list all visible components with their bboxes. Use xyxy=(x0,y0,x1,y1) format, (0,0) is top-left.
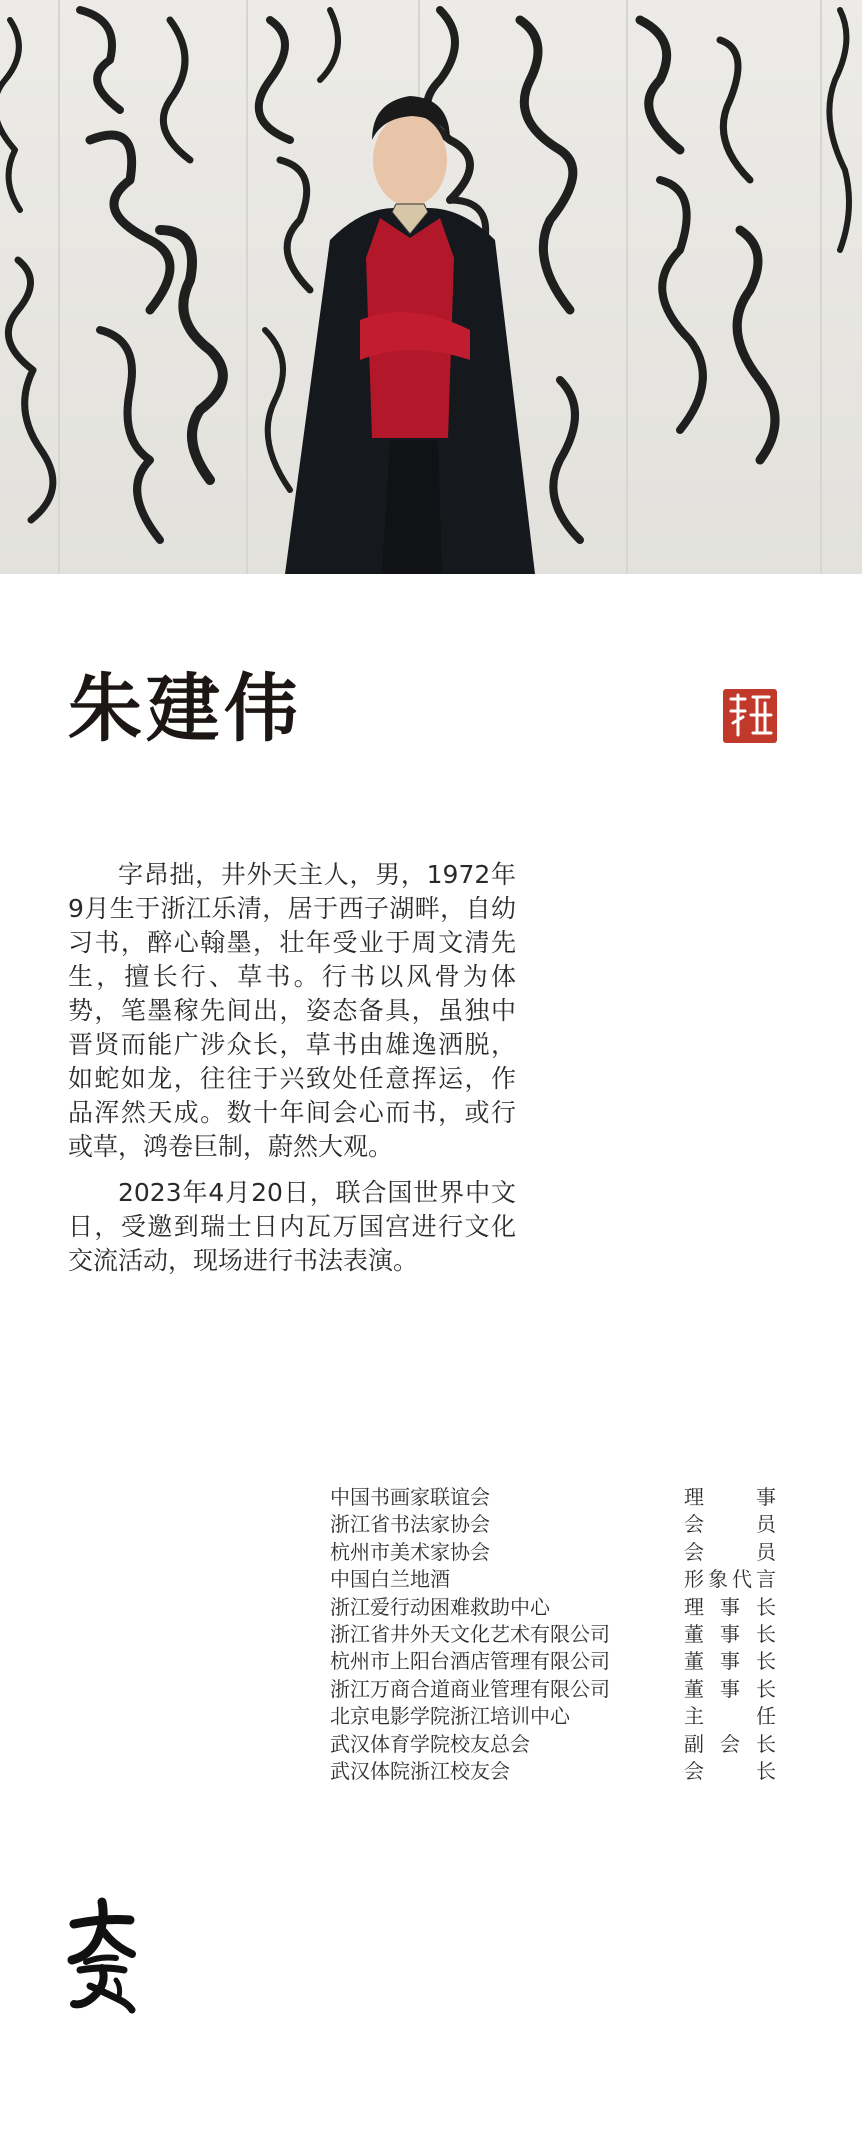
calligraphy-scrolls-illustration xyxy=(0,0,862,574)
role-title: 主任 xyxy=(684,1704,776,1729)
organization-name: 北京电影学院浙江培训中心 xyxy=(330,1704,570,1729)
artist-biography xyxy=(68,858,516,1290)
list-item xyxy=(330,1511,776,1538)
list-item xyxy=(330,1731,776,1758)
organization-name: 杭州市美术家协会 xyxy=(330,1539,490,1564)
organization-name: 浙江省书法家协会 xyxy=(330,1512,490,1537)
organization-name: 武汉体院浙江校友会 xyxy=(330,1758,510,1783)
role-title: 董事长 xyxy=(684,1621,776,1646)
brand-logo-icon xyxy=(66,1896,140,2016)
role-title: 董事长 xyxy=(684,1649,776,1674)
hero-photo xyxy=(0,0,862,574)
organization-name: 浙江省井外天文化艺术有限公司 xyxy=(330,1621,610,1646)
role-title: 会员 xyxy=(684,1539,776,1564)
list-item xyxy=(330,1484,776,1511)
role-title: 会员 xyxy=(684,1512,776,1537)
artist-figure xyxy=(285,96,535,574)
bio-paragraph: 2023年4月20日，联合国世界中文日，受邀到瑞士日内瓦万国宫进行文化交流活动，现场进行书法表演。 xyxy=(68,1178,516,1275)
bio-paragraph: 字昂拙，井外天主人，男，1972年9月生于浙江乐清，居于西子湖畔，自幼习书，醉心翰墨，壮年受业于周文清先生，擅长行、草书。行书以风骨为体势，笔墨稼先间出，姿态备具，虽独中晋贤而能广涉众长，草书由雄逸洒脱，如蛇如龙，往往于兴致处任意挥运，作品浑然天成。数十年间会心而书，或行或草，鸿卷巨制，蔚然大观。 xyxy=(68,860,516,1161)
organization-name: 中国白兰地酒 xyxy=(330,1567,450,1592)
role-title: 副会长 xyxy=(684,1731,776,1756)
list-item xyxy=(330,1676,776,1703)
role-title: 形象代言 xyxy=(684,1567,776,1592)
titles-list xyxy=(330,1484,776,1785)
artist-name: 朱建伟 xyxy=(68,666,302,752)
role-title: 理事 xyxy=(684,1485,776,1509)
red-seal-icon xyxy=(721,687,779,745)
role-title: 会长 xyxy=(684,1758,776,1783)
list-item xyxy=(330,1703,776,1730)
organization-name: 武汉体育学院校友总会 xyxy=(330,1731,530,1756)
list-item xyxy=(330,1539,776,1566)
organization-name: 中国书画家联谊会 xyxy=(330,1485,490,1509)
list-item xyxy=(330,1758,776,1785)
role-title: 董事长 xyxy=(684,1676,776,1701)
organization-name: 浙江爱行动困难救助中心 xyxy=(330,1594,550,1619)
list-item xyxy=(330,1566,776,1593)
list-item xyxy=(330,1648,776,1675)
organization-name: 杭州市上阳台酒店管理有限公司 xyxy=(330,1649,610,1674)
list-item xyxy=(330,1594,776,1621)
role-title: 理事长 xyxy=(684,1594,776,1619)
list-item xyxy=(330,1621,776,1648)
organization-name: 浙江万商合道商业管理有限公司 xyxy=(330,1676,610,1701)
